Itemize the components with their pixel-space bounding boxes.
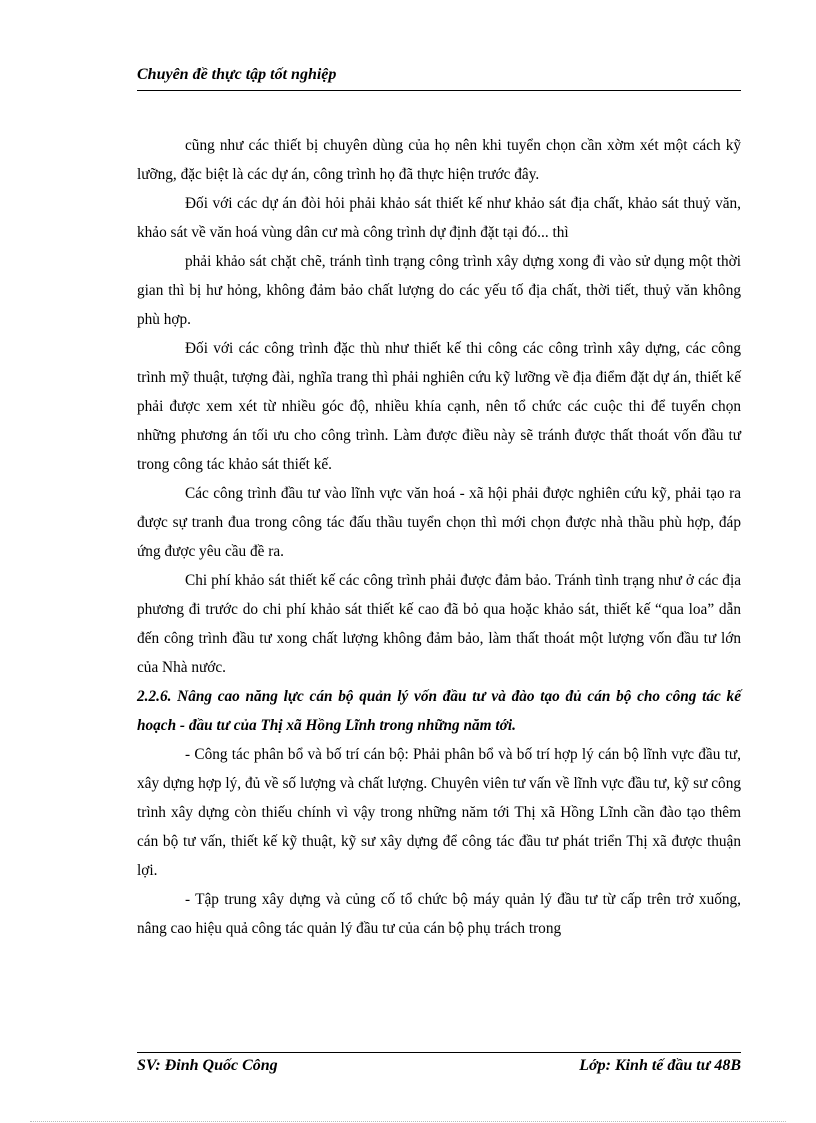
footer-student: SV: Đinh Quốc Công <box>137 1057 278 1074</box>
paragraph: Chi phí khảo sát thiết kế các công trình phải được đảm bảo. Tránh tình trạng như ở các địa phương đi trước do chi phí khảo sát thiết kế cao đã bỏ qua hoặc khảo sát, thiết kế “qua loa” dẫn đến công trình đầu tư xong chất lượng không đảm bảo, làm thất thoát một lượng vốn đầu tư lớn của Nhà nước. <box>137 572 741 676</box>
bullet-paragraph: - Công tác phân bổ và bố trí cán bộ: Phải phân bổ và bố trí hợp lý cán bộ lĩnh vực đầu tư, xây dựng hợp lý, đủ về số lượng và chất lượng. Chuyên viên tư vấn về lĩnh vực đầu tư, kỹ sư công trình xây dựng còn thiếu chính vì vậy trong những năm tới Thị xã Hồng Lĩnh cần đào tạo thêm cán bộ tư vấn, thiết kế kỹ thuật, kỹ sư xây dựng để công tác đầu tư phát triển Thị xã được thuận lợi. <box>137 746 741 879</box>
document-body <box>137 131 741 943</box>
paragraph: Đối với các công trình đặc thù như thiết kế thi công các công trình xây dựng, các công trình mỹ thuật, tượng đài, nghĩa trang thì phải nghiên cứu kỹ lưỡng về địa điểm đặt dự án, thiết kế phải được xem xét từ nhiều góc độ, nhiều khía cạnh, nên tổ chức các cuộc thi để tuyển chọn những phương án tối ưu cho công trình. Làm được điều này sẽ tránh được thất thoát vốn đầu tư trong công tác khảo sát thiết kế. <box>137 340 741 473</box>
paragraph: phải khảo sát chặt chẽ, tránh tình trạng công trình xây dựng xong đi vào sử dụng một thời gian thì bị hư hỏng, không đảm bảo chất lượng do các yếu tố địa chất, thời tiết, thuỷ văn không phù hợp. <box>137 253 741 328</box>
bullet-paragraph: - Tập trung xây dựng và củng cố tổ chức bộ máy quản lý đầu tư từ cấp trên trở xuống, nâng cao hiệu quả công tác quản lý đầu tư của cán bộ phụ trách trong <box>137 891 741 937</box>
paragraph: Các công trình đầu tư vào lĩnh vực văn hoá - xã hội phải được nghiên cứu kỹ, phải tạo ra được sự tranh đua trong công tác đấu thầu tuyển chọn thì mới chọn được nhà thầu phù hợp, đáp ứng được yêu cầu đề ra. <box>137 485 741 560</box>
page-edge-divider <box>30 1121 786 1122</box>
paragraph: Đối với các dự án đòi hỏi phải khảo sát thiết kế như khảo sát địa chất, khảo sát thuỷ văn, khảo sát về văn hoá vùng dân cư mà công trình dự định đặt tại đó... thì <box>137 195 741 241</box>
footer-class: Lớp: Kinh tế đầu tư 48B <box>579 1057 741 1074</box>
page-footer <box>137 1052 741 1075</box>
header-title: Chuyên đề thực tập tốt nghiệp <box>137 66 337 83</box>
paragraph-continuation: cũng như các thiết bị chuyên dùng của họ nên khi tuyển chọn cần xờm xét một cách kỹ lưỡng, đặc biệt là các dự án, công trình họ đã thực hiện trước đây. <box>137 137 741 183</box>
section-heading: 2.2.6. Nâng cao năng lực cán bộ quản lý vốn đầu tư và đào tạo đủ cán bộ cho công tác kế hoạch - đầu tư của Thị xã Hồng Lĩnh trong những năm tới. <box>137 688 741 734</box>
page-header <box>137 66 741 91</box>
